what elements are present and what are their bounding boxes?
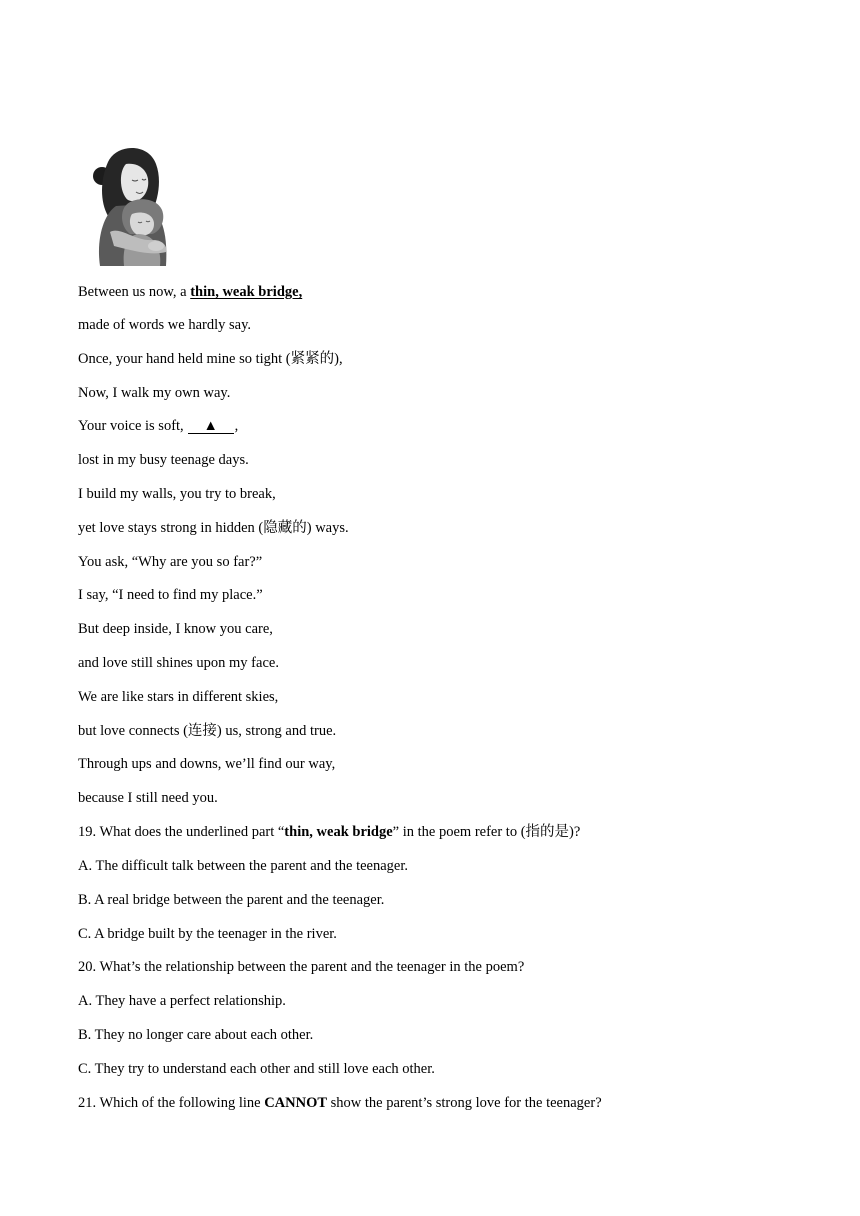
question-19-option-c: C. A bridge built by the teenager in the river. — [78, 926, 337, 942]
mother-hugging-child-illustration — [86, 142, 182, 266]
answer-blank: ▲ — [188, 419, 234, 434]
poem-line-1 — [78, 283, 302, 301]
question-21 — [78, 1094, 602, 1112]
question-20-option-a: A. They have a perfect relationship. — [78, 993, 286, 1009]
poem-line-9: You ask, “Why are you so far?” — [78, 554, 263, 570]
question-21-text: 21. Which of the following line — [78, 1095, 265, 1111]
question-19-phrase: thin, weak bridge — [284, 824, 393, 840]
poem-line-10: I say, “I need to find my place.” — [78, 587, 263, 603]
poem-line-2: made of words we hardly say. — [78, 317, 252, 333]
question-19-option-b: B. A real bridge between the parent and the teenager. — [78, 892, 385, 908]
poem-line-14: but love connects (连接) us, strong and true. — [78, 723, 337, 739]
poem-line-5-text: Your voice is soft, — [78, 418, 184, 434]
question-21-end: show the parent’s strong love for the teenager? — [327, 1095, 602, 1111]
poem-line-7: I build my walls, you try to break, — [78, 486, 276, 502]
question-20-option-c: C. They try to understand each other and still love each other. — [78, 1061, 435, 1077]
question-19-option-a: A. The difficult talk between the parent and the teenager. — [78, 858, 409, 874]
question-19-end: ” in the poem refer to (指的是)? — [392, 824, 581, 840]
poem-line-12: and love still shines upon my face. — [78, 655, 279, 671]
question-19-text: 19. What does the underlined part “ — [78, 824, 285, 840]
question-21-keyword: CANNOT — [264, 1095, 328, 1111]
poem-line-5-end: , — [234, 418, 239, 434]
poem-line-1-text: Between us now, a — [78, 284, 191, 300]
poem-line-3: Once, your hand held mine so tight (紧紧的), — [78, 351, 343, 367]
underlined-phrase: thin, weak bridge, — [190, 284, 303, 300]
poem-line-16: because I still need you. — [78, 790, 218, 806]
poem-line-6: lost in my busy teenage days. — [78, 452, 249, 468]
question-20-option-b: B. They no longer care about each other. — [78, 1027, 314, 1043]
poem-line-15: Through ups and downs, we’ll find our way, — [78, 756, 336, 772]
question-20: 20. What’s the relationship between the parent and the teenager in the poem? — [78, 959, 525, 975]
question-19 — [78, 823, 580, 841]
poem-line-13: We are like stars in different skies, — [78, 689, 279, 705]
poem-line-4: Now, I walk my own way. — [78, 385, 231, 401]
poem-line-5 — [78, 417, 238, 435]
poem-line-11: But deep inside, I know you care, — [78, 621, 273, 637]
poem-line-8: yet love stays strong in hidden (隐藏的) ways. — [78, 520, 349, 536]
